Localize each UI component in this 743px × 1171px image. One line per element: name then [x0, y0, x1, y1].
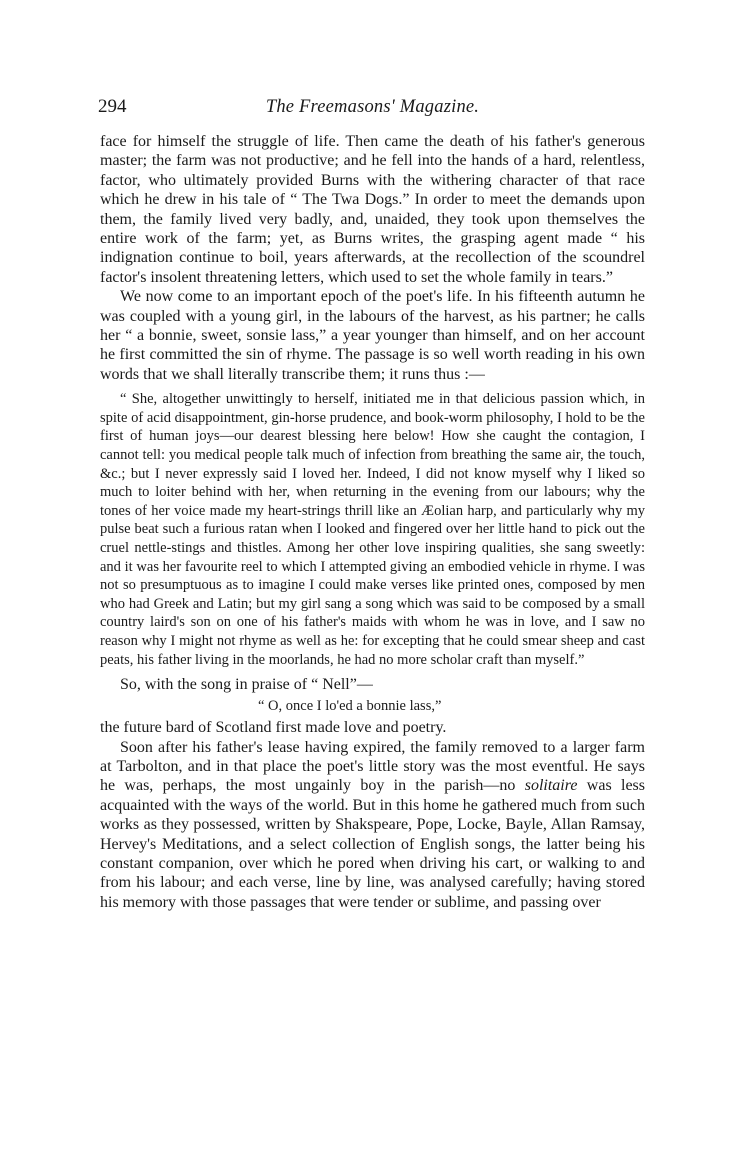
block-quote: “ She, altogether unwittingly to herself, initiated me in that delicious passion which, in spite of acid disappointment, gin-horse prudence, and book-worm philosophy, I hold to be the first of human joys—our dearest blessing here below! How she caught the contagion, I cannot tell: you medical people talk much of infection from breathing the same air, the touch, &c.; but I never expressly said I loved her. Indeed, I did not know myself why I liked so much to loiter behind with her, when returning in the evening from our labours; why the tones of her voice made my heart-strings thrill like an Æolian harp, and particularly why my pulse beat such a furious ratan when I looked and fingered over her little hand to pick out the cruel nettle-stings and thistles. Among her other love inspiring qualities, she sang sweetly: and it was her favourite reel to which I attempted giving an embodied vehicle in rhyme. I was not so presumptuous as to imagine I could make verses like printed ones, composed by men who had Greek and Latin; but my girl sang a song which was said to be composed by a small country laird's son on one of his father's maids with whom he was in love, and I saw no reason why I might not rhyme as well as he: for excepting that he could smear sheep and cast peats, his father living in the moorlands, he had no more scholar craft than myself.” — [100, 391, 645, 668]
verse-quote: “ O, once I lo'ed a bonnie lass,” — [258, 697, 442, 714]
paragraph-tarbolton — [100, 738, 645, 913]
magazine-title: The Freemasons' Magazine. — [265, 97, 480, 117]
page-number: 294 — [98, 96, 127, 117]
paragraph-bard: the future bard of Scotland first made love and poetry. — [100, 719, 447, 737]
running-head — [100, 96, 645, 120]
paragraph-continuation: face for himself the struggle of life. Then came the death of his father's generous master; the farm was not productive; and he fell into the hands of a hard, relentless, factor, who ultimately provided Burns with the withering character of that race which he drew in his tale of “ The Twa Dogs.” In order to meet the demands upon them, the family lived very badly, and, unaided, they took upon themselves the entire work of the farm; yet, as Burns writes, the grasping agent made “ his indignation continue to boil, years afterwards, at the recollection of the scoundrel factor's insolent threatening letters, which used to set the whole family in tears.” — [100, 133, 645, 286]
italic-word: solitaire — [524, 777, 578, 795]
song-intro: So, with the song in praise of “ Nell”— — [120, 676, 373, 694]
paragraph-text-end: was less acquainted with the ways of the world. But in this home he gathered much from such works as they possessed, written by Shakspeare, Pope, Locke, Bayle, Allan Ramsay, Hervey's Meditations, and a select collection of English songs, the latter being his constant companion, over which he pored when driving his cart, or walking to and from his labour; and each verse, line by line, was analysed carefully; having stored his memory with those passages that were tender or sublime, and passing over — [100, 777, 645, 911]
paragraph-epoch: We now come to an important epoch of the poet's life. In his fifteenth autumn he was coupled with a young girl, in the labours of the harvest, as his partner; he calls her “ a bonnie, sweet, sonsie lass,” a year younger than himself, and on her account he first committed the sin of rhyme. The passage is so well worth reading in his own words that we shall literally transcribe them; it runs thus :— — [100, 288, 645, 383]
paragraph-text-start: Soon after his father's lease having expired, the family removed to a larger farm at Tarbolton, and in that place the poet's little story was the most eventful. He says he was, perhaps, the most ungainly boy in the parish—no — [100, 738, 645, 795]
magazine-page — [100, 96, 645, 912]
